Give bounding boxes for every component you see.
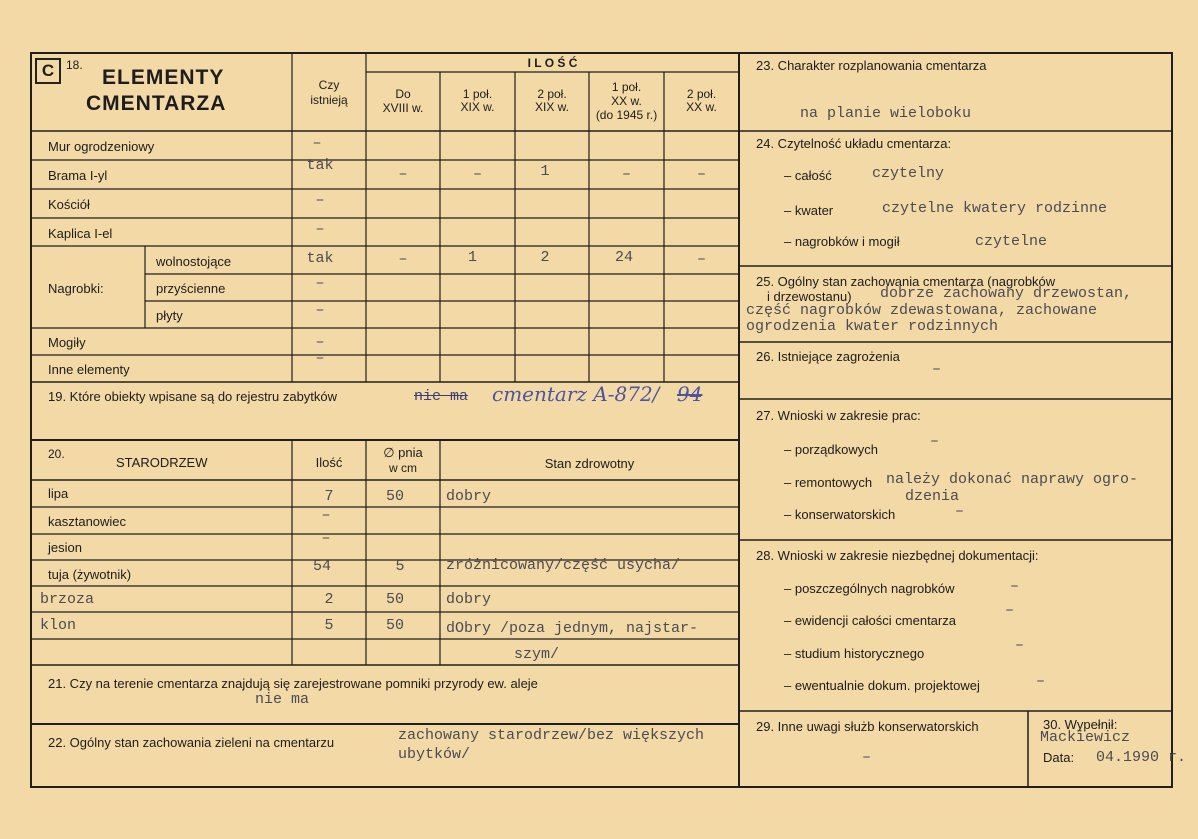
q24-item-answer: czytelne xyxy=(975,233,1048,250)
starodrzew-title: STARODRZEW xyxy=(116,455,208,470)
exists-value: – xyxy=(315,334,325,351)
period-value: 2 xyxy=(540,249,550,266)
q25-answer-line2: część nagrobków zdewastowana, zachowane xyxy=(746,302,1098,319)
q24-item-label: – kwater xyxy=(784,203,834,218)
q19-label: 19. Które obiekty wpisane są do rejestru zabytków xyxy=(48,389,338,404)
q28-item-answer: – xyxy=(1010,578,1020,595)
q27-item-answer: – xyxy=(955,503,965,520)
q25-label-line2: i drzewostanu) xyxy=(767,289,852,304)
q19-struck-number: 94 xyxy=(677,382,703,406)
q28-item-label: – poszczególnych nagrobków xyxy=(784,581,955,596)
q25-label-line1: 25. Ogólny stan zachowania cmentarza (nagrobków xyxy=(756,274,1056,289)
exists-value: – xyxy=(315,302,325,319)
q22-answer-line2: ubytków/ xyxy=(398,746,471,763)
q28-item-label: – studium historycznego xyxy=(784,646,925,661)
period-value: 1 xyxy=(540,163,550,180)
q27-item-label: – konserwatorskich xyxy=(784,507,896,522)
section-number: 18. xyxy=(66,58,83,72)
period-header-5a: 2 poł. xyxy=(686,87,717,101)
period-value: – xyxy=(398,166,408,183)
period-header-5b: XX w. xyxy=(686,100,717,114)
q29-answer: – xyxy=(862,749,872,766)
q24-label: 24. Czytelność układu cmentarza: xyxy=(756,136,952,151)
period-value: 24 xyxy=(614,249,633,266)
element-label: wolnostojące xyxy=(156,254,232,269)
date-value: 04.1990 r. xyxy=(1096,749,1187,766)
q27-item-answer: – xyxy=(930,433,940,450)
q28-item-answer: – xyxy=(1005,602,1015,619)
period-header-3b: XIX w. xyxy=(534,100,569,114)
period-value: – xyxy=(696,251,706,268)
tree-name: klon xyxy=(40,617,77,634)
q24-item-answer: czytelny xyxy=(872,165,945,182)
q26-label: 26. Istniejące zagrożenia xyxy=(756,349,900,364)
tree-health: zróżnicowany/część usycha/ xyxy=(446,557,681,574)
q27-remont-continued: dzenia xyxy=(905,488,960,505)
exists-value: – xyxy=(315,350,325,367)
q27-item-label: – remontowych xyxy=(784,475,873,490)
q25-answer-line3: ogrodzenia kwater rodzinnych xyxy=(746,318,999,335)
element-label: Mur ogrodzeniowy xyxy=(48,139,155,154)
tree-health-continued: szym/ xyxy=(514,646,560,663)
exists-value: – xyxy=(315,275,325,292)
q22-label: 22. Ogólny stan zachowania zieleni na cmentarzu xyxy=(48,735,335,750)
table-title-line1: ELEMENTY xyxy=(102,66,225,89)
period-header-4a: 1 poł. xyxy=(611,80,642,94)
q30-label: 30. Wypełnił: xyxy=(1043,717,1118,732)
tree-count: – xyxy=(321,507,331,524)
q22-answer-line1: zachowany starodrzew/bez większych xyxy=(398,727,705,744)
q24-item-label: – całość xyxy=(784,168,832,183)
tree-trunk: 50 xyxy=(385,488,404,505)
q23-label: 23. Charakter rozplanowania cmentarza xyxy=(756,58,987,73)
tree-name: jesion xyxy=(48,540,82,555)
tree-health: dObry /poza jednym, najstar- xyxy=(446,620,699,637)
tree-count: 2 xyxy=(324,591,334,608)
header-czy: Czy xyxy=(318,78,340,92)
table-title-line2: CMENTARZA xyxy=(86,92,227,115)
exists-value: – xyxy=(315,221,325,238)
period-value: 1 xyxy=(467,249,477,266)
q28-item-label: – ewentualnie dokum. projektowej xyxy=(784,678,980,693)
q28-item-answer: – xyxy=(1036,673,1046,690)
tree-health: dobry xyxy=(446,591,492,608)
tree-trunk: 50 xyxy=(385,617,404,634)
tree-count: 54 xyxy=(312,558,331,575)
header-trunk-unit: w cm xyxy=(389,461,417,475)
tree-name: tuja (żywotnik) xyxy=(48,567,132,582)
q21-label: 21. Czy na terenie cmentarza znajdują się zarejestrowane pomniki przyrody ew. aleje xyxy=(48,676,538,691)
header-trunk: ∅ pnia xyxy=(383,445,423,460)
period-header-1a: Do xyxy=(395,87,411,101)
element-label: przyścienne xyxy=(156,281,226,296)
tree-name: lipa xyxy=(48,486,69,501)
q21-answer: nie ma xyxy=(255,691,310,708)
starodrzew-section-number: 20. xyxy=(48,447,65,461)
exists-value: tak xyxy=(306,157,334,174)
header-istnieja: istnieją xyxy=(310,93,348,107)
period-header-1b: XVIII w. xyxy=(382,101,424,115)
q27-item-label: – porządkowych xyxy=(784,442,878,457)
q29-label: 29. Inne uwagi służb konserwatorskich xyxy=(756,719,979,734)
q26-answer: – xyxy=(932,361,942,378)
header-health: Stan zdrowotny xyxy=(544,456,635,471)
period-header-2b: XIX w. xyxy=(460,100,495,114)
tree-trunk: 5 xyxy=(395,558,405,575)
element-label: Kaplica I-el xyxy=(48,226,113,241)
q27-item-answer: należy dokonać naprawy ogro- xyxy=(886,471,1139,488)
q24-item-label: – nagrobków i mogił xyxy=(784,234,900,249)
header-tree-count: Ilość xyxy=(315,455,343,470)
period-value: – xyxy=(621,166,631,183)
element-label: płyty xyxy=(156,308,183,323)
q24-item-answer: czytelne kwatery rodzinne xyxy=(882,200,1108,217)
period-header-4b: XX w. xyxy=(611,94,642,108)
q28-label: 28. Wnioski w zakresie niezbędnej dokumentacji: xyxy=(756,548,1039,563)
q27-label: 27. Wnioski w zakresie prac: xyxy=(756,408,921,423)
element-label: Mogiły xyxy=(48,335,86,350)
tree-count: – xyxy=(321,530,331,547)
date-label: Data: xyxy=(1043,750,1075,765)
period-header-2a: 1 poł. xyxy=(462,87,493,101)
nagrobki-label: Nagrobki: xyxy=(48,281,104,296)
element-label: Inne elementy xyxy=(48,362,130,377)
period-value: – xyxy=(696,166,706,183)
tree-count: 5 xyxy=(324,617,334,634)
period-value: – xyxy=(398,251,408,268)
q25-answer-line1: dobrze zachowany drzewostan, xyxy=(880,285,1133,302)
exists-value: – xyxy=(312,135,322,152)
period-header-4c: (do 1945 r.) xyxy=(595,108,658,122)
tree-name: kasztanowiec xyxy=(48,514,127,529)
element-label: Brama I-yl xyxy=(48,168,108,183)
filled-by-name: Mackiewicz xyxy=(1040,729,1131,746)
q28-item-answer: – xyxy=(1015,637,1025,654)
header-ilosc: I L O Ś Ć xyxy=(527,56,578,70)
element-label: Kościół xyxy=(48,197,90,212)
q28-item-label: – ewidencji całości cmentarza xyxy=(784,613,956,628)
period-value: – xyxy=(472,166,482,183)
tree-trunk: 50 xyxy=(385,591,404,608)
tree-count: 7 xyxy=(324,488,334,505)
exists-value: tak xyxy=(306,250,334,267)
period-header-3a: 2 poł. xyxy=(537,87,567,101)
q19-handwritten-answer: cmentarz A-872/ xyxy=(492,382,660,406)
section-letter-box: C xyxy=(35,58,61,84)
q19-struck-answer: nie ma xyxy=(414,388,469,405)
tree-health: dobry xyxy=(446,488,492,505)
exists-value: – xyxy=(315,192,325,209)
tree-name: brzoza xyxy=(40,591,95,608)
q23-answer: na planie wieloboku xyxy=(800,105,972,122)
